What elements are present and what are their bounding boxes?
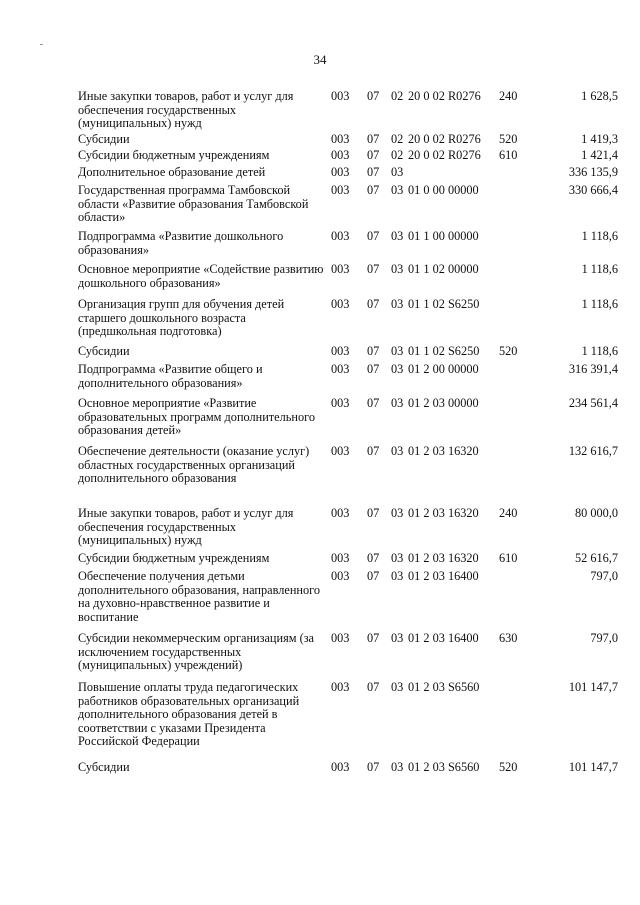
table-row <box>78 445 618 507</box>
row-target-code: 01 2 03 S6560 <box>408 760 480 774</box>
table-row <box>78 507 618 552</box>
row-name: Субсидии <box>78 132 130 146</box>
table-row <box>78 166 618 184</box>
table-row <box>78 133 618 149</box>
table-row <box>78 90 618 133</box>
row-name: Субсидии <box>78 344 130 358</box>
row-sum: 797,0 <box>590 569 618 583</box>
row-target-code: 01 2 03 16320 <box>408 506 479 520</box>
row-admin-code: 003 <box>331 631 350 645</box>
row-admin-code: 003 <box>331 569 350 583</box>
row-sum: 101 147,7 <box>568 760 618 774</box>
row-sum: 1 421,4 <box>581 148 618 162</box>
row-expense-type: 610 <box>499 148 518 162</box>
table-row <box>78 345 618 363</box>
table-row <box>78 552 618 570</box>
row-name: Иные закупки товаров, работ и услуг для обеспечения государственных (муниципальных) нужд <box>78 89 294 130</box>
row-name: Иные закупки товаров, работ и услуг для обеспечения государственных (муниципальных) нужд <box>78 506 294 547</box>
table-row <box>78 263 618 298</box>
row-admin-code: 003 <box>331 297 350 311</box>
row-name: Субсидии <box>78 760 130 774</box>
row-section: 07 <box>367 760 380 774</box>
row-section: 07 <box>367 165 380 179</box>
row-subsection: 03 <box>391 183 404 197</box>
row-target-code: 20 0 02 R0276 <box>408 89 481 103</box>
row-admin-code: 003 <box>331 165 350 179</box>
budget-table <box>78 90 618 779</box>
row-subsection: 03 <box>391 506 404 520</box>
row-subsection: 03 <box>391 760 404 774</box>
row-subsection: 03 <box>391 396 404 410</box>
row-section: 07 <box>367 229 380 243</box>
row-section: 07 <box>367 148 380 162</box>
row-target-code: 01 2 03 16400 <box>408 569 479 583</box>
table-row <box>78 397 618 445</box>
row-sum: 330 666,4 <box>568 183 618 197</box>
row-target-code: 01 2 03 16320 <box>408 551 479 565</box>
row-sum: 132 616,7 <box>568 444 618 458</box>
row-admin-code: 003 <box>331 262 350 276</box>
row-name: Дополнительное образование детей <box>78 165 266 179</box>
row-admin-code: 003 <box>331 396 350 410</box>
row-target-code: 01 2 03 S6560 <box>408 680 480 694</box>
row-name: Подпрограмма «Развитие общего и дополнительного образования» <box>78 362 263 390</box>
row-sum: 1 118,6 <box>581 229 618 243</box>
row-sum: 1 419,3 <box>581 132 618 146</box>
row-section: 07 <box>367 262 380 276</box>
row-sum: 52 616,7 <box>574 551 618 565</box>
row-subsection: 03 <box>391 680 404 694</box>
row-subsection: 03 <box>391 297 404 311</box>
row-sum: 316 391,4 <box>568 362 618 376</box>
row-subsection: 03 <box>391 569 404 583</box>
row-subsection: 03 <box>391 229 404 243</box>
row-section: 07 <box>367 89 380 103</box>
row-section: 07 <box>367 396 380 410</box>
row-target-code: 01 2 03 00000 <box>408 396 479 410</box>
row-admin-code: 003 <box>331 344 350 358</box>
table-row <box>78 184 618 230</box>
row-name: Организация групп для обучения детей старшего дошкольного возраста (предшкольная подготовка) <box>78 297 285 338</box>
row-section: 07 <box>367 183 380 197</box>
row-sum: 1 118,6 <box>581 297 618 311</box>
table-row <box>78 761 618 779</box>
page-number: 34 <box>313 52 327 67</box>
row-admin-code: 003 <box>331 362 350 376</box>
table-row <box>78 363 618 397</box>
row-expense-type: 520 <box>499 344 518 358</box>
row-name: Обеспечение деятельности (оказание услуг) областных государственных организаций дополнительного образования <box>78 444 310 485</box>
row-expense-type: 520 <box>499 760 518 774</box>
row-target-code: 01 1 02 S6250 <box>408 344 480 358</box>
row-section: 07 <box>367 569 380 583</box>
row-target-code: 20 0 02 R0276 <box>408 132 481 146</box>
row-expense-type: 520 <box>499 132 518 146</box>
row-target-code: 01 2 00 00000 <box>408 362 479 376</box>
table-row <box>78 570 618 632</box>
row-subsection: 02 <box>391 89 404 103</box>
row-sum: 101 147,7 <box>568 680 618 694</box>
row-name: Субсидии бюджетным учреждениям <box>78 148 270 162</box>
row-section: 07 <box>367 362 380 376</box>
table-row <box>78 681 618 761</box>
row-target-code: 01 1 02 S6250 <box>408 297 480 311</box>
row-name: Подпрограмма «Развитие дошкольного образования» <box>78 229 284 257</box>
row-admin-code: 003 <box>331 148 350 162</box>
row-subsection: 03 <box>391 262 404 276</box>
margin-mark <box>40 44 43 45</box>
row-sum: 1 628,5 <box>581 89 618 103</box>
row-admin-code: 003 <box>331 132 350 146</box>
table-row <box>78 230 618 263</box>
row-admin-code: 003 <box>331 89 350 103</box>
row-section: 07 <box>367 297 380 311</box>
row-name: Повышение оплаты труда педагогических работников образовательных организаций дополнительного образования детей в соответствии с указами Президента Российской Федерации <box>78 680 300 748</box>
row-sum: 1 118,6 <box>581 344 618 358</box>
row-sum: 80 000,0 <box>574 506 618 520</box>
row-subsection: 02 <box>391 132 404 146</box>
row-section: 07 <box>367 551 380 565</box>
row-subsection: 02 <box>391 148 404 162</box>
row-admin-code: 003 <box>331 760 350 774</box>
row-name: Основное мероприятие «Развитие образовательных программ дополнительного образования детей» <box>78 396 315 437</box>
row-expense-type: 240 <box>499 506 518 520</box>
row-expense-type: 610 <box>499 551 518 565</box>
row-subsection: 03 <box>391 362 404 376</box>
row-name: Государственная программа Тамбовской области «Развитие образования Тамбовской области» <box>78 183 309 224</box>
row-admin-code: 003 <box>331 506 350 520</box>
row-expense-type: 630 <box>499 631 518 645</box>
row-name: Субсидии некоммерческим организациям (за исключением государственных (муниципальных) учреждений) <box>78 631 315 672</box>
row-section: 07 <box>367 344 380 358</box>
row-sum: 1 118,6 <box>581 262 618 276</box>
row-admin-code: 003 <box>331 551 350 565</box>
row-target-code: 20 0 02 R0276 <box>408 148 481 162</box>
table-row <box>78 149 618 166</box>
row-target-code: 01 1 00 00000 <box>408 229 479 243</box>
row-subsection: 03 <box>391 551 404 565</box>
row-section: 07 <box>367 506 380 520</box>
row-section: 07 <box>367 444 380 458</box>
row-sum: 234 561,4 <box>568 396 618 410</box>
table-row <box>78 632 618 681</box>
row-admin-code: 003 <box>331 444 350 458</box>
row-name: Основное мероприятие «Содействие развитию дошкольного образования» <box>78 262 324 290</box>
row-expense-type: 240 <box>499 89 518 103</box>
row-subsection: 03 <box>391 444 404 458</box>
row-admin-code: 003 <box>331 680 350 694</box>
row-subsection: 03 <box>391 631 404 645</box>
row-subsection: 03 <box>391 344 404 358</box>
row-name: Субсидии бюджетным учреждениям <box>78 551 270 565</box>
row-target-code: 01 2 03 16400 <box>408 631 479 645</box>
row-admin-code: 003 <box>331 229 350 243</box>
row-section: 07 <box>367 631 380 645</box>
table-row <box>78 298 618 345</box>
row-target-code: 01 0 00 00000 <box>408 183 479 197</box>
row-name: Обеспечение получения детьми дополнительного образования, направленного на духовно-нравственное развитие и воспитание <box>78 569 321 624</box>
row-sum: 797,0 <box>590 631 618 645</box>
row-target-code: 01 2 03 16320 <box>408 444 479 458</box>
row-sum: 336 135,9 <box>568 165 618 179</box>
row-section: 07 <box>367 132 380 146</box>
row-subsection: 03 <box>391 165 404 179</box>
row-section: 07 <box>367 680 380 694</box>
row-admin-code: 003 <box>331 183 350 197</box>
row-target-code: 01 1 02 00000 <box>408 262 479 276</box>
